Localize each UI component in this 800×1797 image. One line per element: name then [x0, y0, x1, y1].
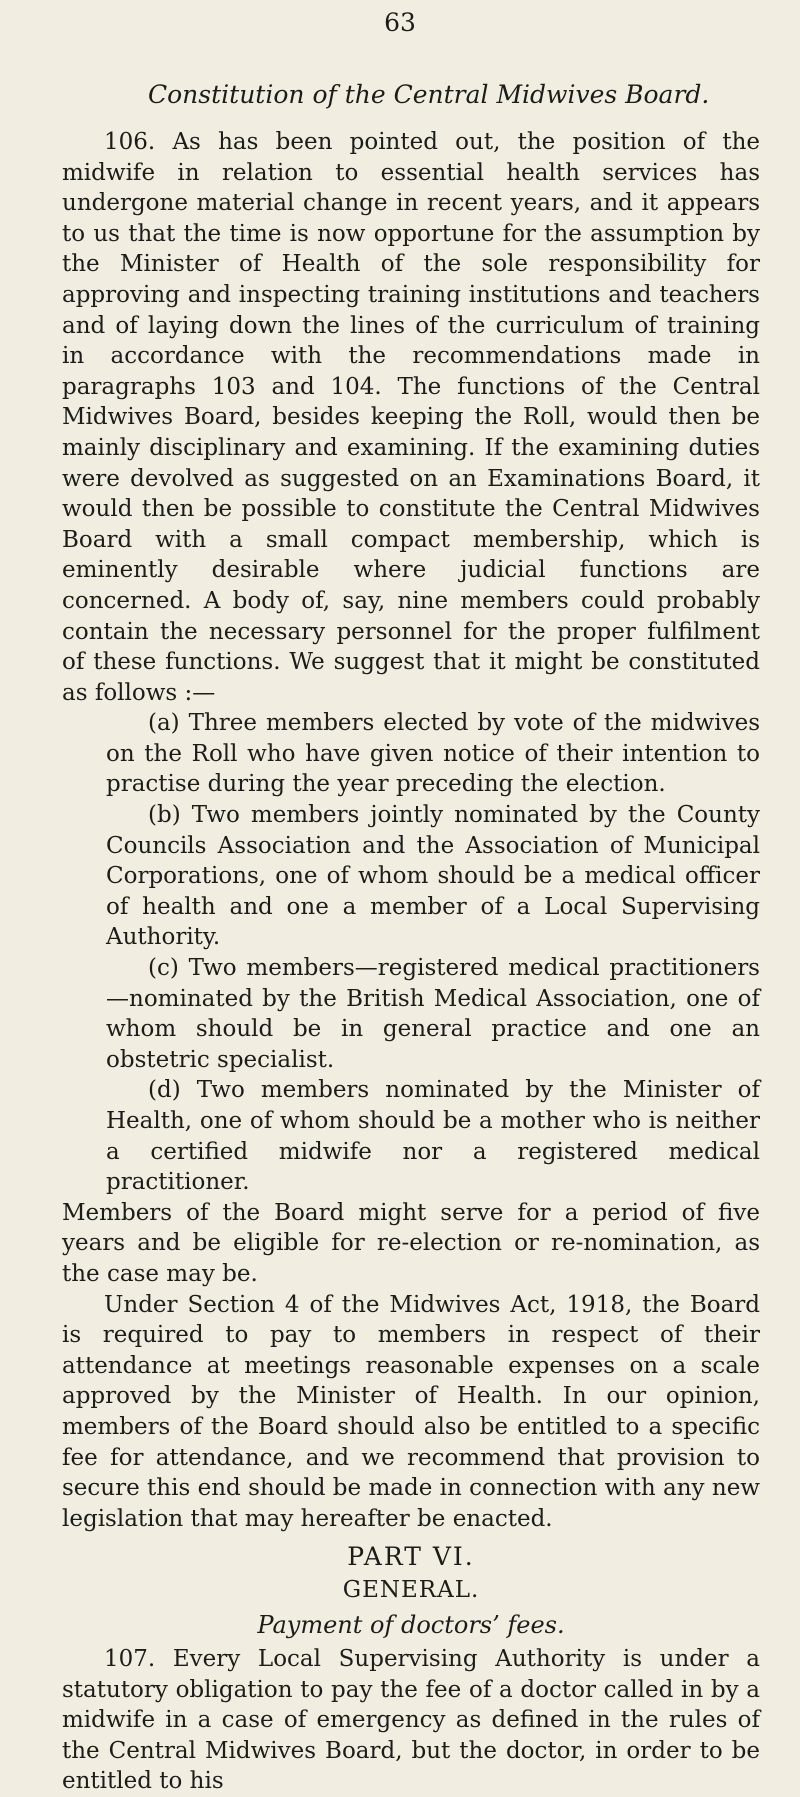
paragraph-members: Members of the Board might serve for a period of five years and be eligible for re-election or re-nomination, as the case may be.: [62, 1199, 760, 1287]
list-item-c: (c) Two members—registered medical practitioners—nominated by the British Medical Association, one of whom should be in general practice and one an obstetric specialist.: [106, 955, 760, 1073]
sub-heading: Payment of doctors’ fees.: [257, 1610, 565, 1639]
list-item-a: (a) Three members elected by vote of the midwives on the Roll who have given notice of their intention to practise during the year preceding the election.: [106, 710, 760, 798]
part-subtitle: GENERAL.: [342, 1576, 480, 1603]
section-heading: Constitution of the Central Midwives Board.: [148, 80, 710, 109]
list-item-d: (d) Two members nominated by the Minister of Health, one of whom should be a mother who is neither a certified midwife nor a registered medical practitioner.: [106, 1077, 760, 1196]
list-item-b: (b) Two members jointly nominated by the County Councils Association and the Association of Municipal Corporations, one of whom should be a medical officer of health and one a member of a Local Supervising Authority.: [106, 802, 760, 951]
body-text: [62, 127, 760, 1797]
paragraph-section-4: Under Section 4 of the Midwives Act, 1918, the Board is required to pay to members in respect of their attendance at meetings reasonable expenses on a scale approved by the Minister of Health. In our opinion, members of the Board should also be entitled to a specific fee for attendance, and we recommend that provision to secure this end should be made in connection with any new legislation that may hereafter be enacted.: [62, 1291, 760, 1532]
paragraph-106: 106. As has been pointed out, the position of the midwife in relation to essential health services has undergone material change in recent years, and it appears to us that the time is now opportune for the assumption by the Minister of Health of the sole responsibility for approving and inspecting training institutions and teachers and of laying down the lines of the curriculum of training in accordance with the recommendations made in paragraphs 103 and 104. The functions of the Central Midwives Board, besides keeping the Roll, would then be mainly disciplinary and examining. If the examining duties were devolved as suggested on an Examinations Board, it would then be possible to constitute the Central Midwives Board with a small compact membership, which is eminently desirable where judicial functions are concerned. A body of, say, nine members could probably contain the necessary personnel for the proper fulfilment of these functions. We suggest that it might be constituted as follows :—: [62, 129, 760, 706]
page-number: 63: [384, 8, 416, 37]
part-heading: PART VI.: [347, 1542, 475, 1572]
paragraph-107: 107. Every Local Supervising Authority is under a statutory obligation to pay the fee of a doctor called in by a midwife in a case of emergency as defined in the rules of the Central Midwives Board, but the doctor, in order to be entitled to his: [62, 1646, 760, 1795]
